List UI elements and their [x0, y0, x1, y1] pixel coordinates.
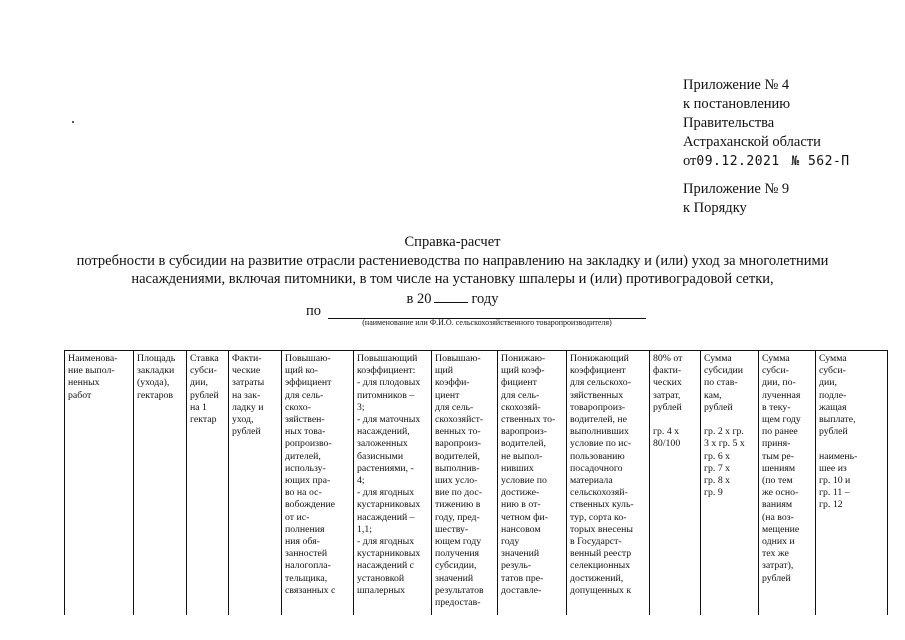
subsidy-calculation-table	[64, 350, 888, 615]
header-cell-12: Сумма субси- дии, по- лученная в теку- щем году по ранее приня- тым ре- шениям (по тем же осно- ваниям (на воз- мещение одних и тех же затрат), рублей	[759, 351, 816, 616]
annex-4-date-prefix: от	[683, 153, 697, 169]
annex-9-title: Приложение № 9	[683, 181, 790, 197]
header-cell-11: Сумма субсидии по став- кам, рублей гр. 2 х гр. 3 х гр. 5 х гр. 6 х гр. 7 х гр. 8 х гр. 9	[701, 351, 759, 616]
annex-9-block	[683, 180, 789, 218]
annex-4-date: 09.12.2021	[696, 154, 780, 169]
year-suffix: году	[471, 291, 499, 307]
annex-4-title: Приложение № 4	[683, 77, 790, 93]
header-cell-1: Наименова- ние выпол- ненных работ	[65, 351, 134, 616]
document-subtitle-line-2: насаждениями, включая питомники, в том числе на установку шпалеры и (или) противоградовой сетки,	[131, 271, 774, 287]
annex-4-region: Астраханской области	[683, 134, 821, 150]
annex-9-ref: к Порядку	[683, 200, 747, 216]
year-prefix: в 20	[406, 291, 432, 307]
annex-4-number: № 562-П	[791, 154, 850, 169]
header-cell-7: Повышаю- щий коэффи- циент для сель- скохозяйст- венных то- варопроиз- водителей, выполнив- ших усло- вие по дос- тижению в году, пред- шеству- ющем году получения субсидии, значений результатов предостав-	[432, 351, 498, 616]
header-cell-3: Ставка субси- дии, рублей на 1 гектар	[187, 351, 229, 616]
annex-4-block	[683, 76, 850, 171]
year-line	[0, 288, 905, 309]
header-cell-4: Факти- ческие затраты на зак- ладку и уход, рублей	[229, 351, 282, 616]
document-subtitle-line-1: потребности в субсидии на развитие отрасли растениеводства по направлению на закладку и (или) уход за многолетними	[76, 253, 829, 269]
header-cell-9: Понижающий коэффициент для сельскохо- зяйственных товаропроиз- водителей, не выполнивших условие по ис- пользованию посадочного материала сельскохозяй- ственных куль- тур, сорта ко- торых внесены в Государст- венный реестр селекционных достижений, допущенных к	[567, 351, 650, 616]
annex-4-date-line	[683, 152, 850, 171]
header-cell-2: Площадь закладки (ухода), гектаров	[134, 351, 187, 616]
header-cell-8: Понижаю- щий коэф- фициент для сель- скохозяй- ственных то- варопроиз- водителей, не выпол- нивших условие по достиже- нию в от- четном фи- нансовом году значений резуль- татов пре- доставле-	[498, 351, 567, 616]
header-cell-6: Повышающий коэффициент: - для плодовых питомников – 3; - для маточных насаждений, заложенных базисными растениями, - 4; - для ягодных кустарниковых насаждений – 1,1; - для ягодных кустарниковых насаждений с установкой шпалерных	[354, 351, 432, 616]
header-cell-5: Повышаю- щий ко- эффициент для сель- скохо- зяйствен- ных това- ропроизво- дителей, использу- ющих пра- во на ос- вобождение от ис- полнения ния обя- занностей налогопла- тельщика, связанных с	[282, 351, 354, 616]
header-cell-10: 80% от факти- ческих затрат, рублей гр. 4 х 80/100	[650, 351, 701, 616]
annex-4-gov: Правительства	[683, 115, 775, 131]
po-label: по	[306, 303, 322, 319]
scan-speck	[72, 121, 74, 123]
annex-4-ref: к постановлению	[683, 96, 791, 112]
year-blank	[434, 288, 468, 303]
producer-name-hint: (наименование или Ф.И.О. сельскохозяйственного товаропроизводителя)	[362, 318, 612, 327]
table-header-row	[65, 351, 888, 616]
header-cell-13: Сумма субси- дии, подле- жащая выплате, рублей наимень- шее из гр. 10 и гр. 11 – гр. 12	[816, 351, 888, 616]
document-title: Справка-расчет	[404, 234, 501, 250]
